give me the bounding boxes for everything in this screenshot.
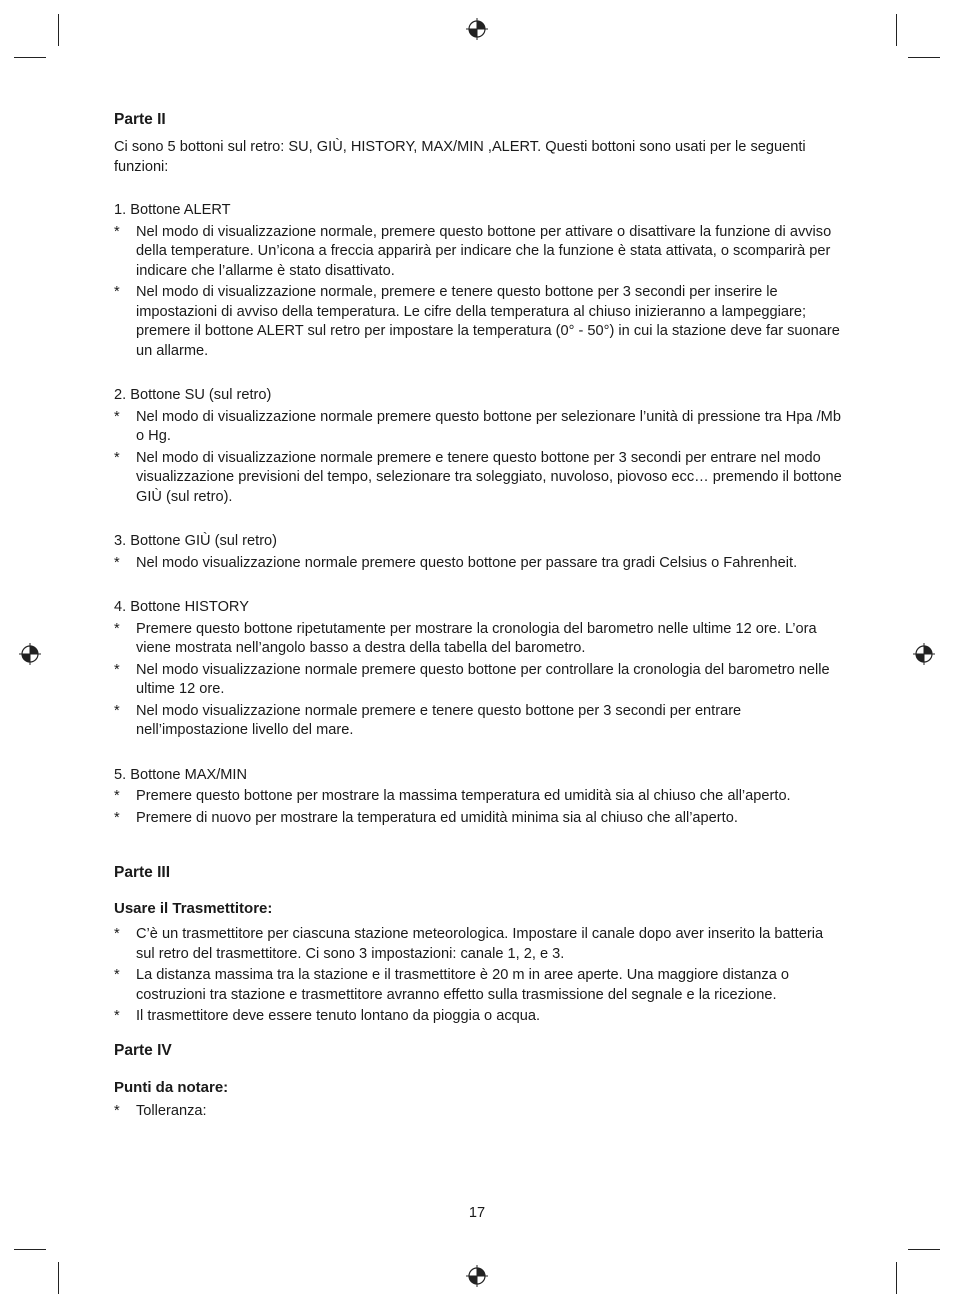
bullet-star: * <box>114 702 120 719</box>
item-heading: 5. Bottone MAX/MIN <box>114 766 248 783</box>
bullet-star: * <box>114 620 120 637</box>
bullet-star: * <box>114 809 120 826</box>
list-item <box>114 702 844 741</box>
bullet-list <box>114 925 844 1027</box>
button-item <box>114 386 844 507</box>
bullet-star: * <box>114 661 120 678</box>
list-item <box>114 620 844 659</box>
bullet-text: Nel modo visualizzazione normale premere e tenere questo bottone per 3 secondi per entrare nell’impostazione livello del mare. <box>136 702 742 738</box>
bullet-list <box>114 1102 844 1122</box>
item-heading: 2. Bottone SU (sul retro) <box>114 387 272 403</box>
bullet-text: Premere questo bottone ripetutamente per mostrare la cronologia del barometro nelle ultime 12 ore. L’ora viene mostrata nell’angolo basso a destra della tabella del barometro. <box>136 620 817 656</box>
bullet-text: Nel modo di visualizzazione normale premere questo bottone per selezionare l’unità di pressione tra Hpa /Mb o Hg. <box>136 408 841 444</box>
list-item <box>114 408 844 447</box>
crop-mark <box>58 14 59 46</box>
bullet-star: * <box>114 1102 120 1119</box>
button-item <box>114 766 844 829</box>
list-item <box>114 925 844 964</box>
list-item <box>114 283 844 361</box>
bullet-star: * <box>114 449 120 466</box>
bullet-star: * <box>114 926 120 942</box>
registration-mark-icon <box>466 18 488 40</box>
bullet-text: Premere di nuovo per mostrare la temperatura ed umidità minima sia al chiuso che all’aperto. <box>136 809 738 826</box>
list-item <box>114 554 844 574</box>
list-item <box>114 966 844 1005</box>
bullet-text: Nel modo visualizzazione normale premere questo bottone per passare tra gradi Celsius o Fahrenheit. <box>136 554 798 571</box>
section-title: Parte III <box>114 864 170 881</box>
crop-mark <box>908 57 940 58</box>
bullet-text: Nel modo di visualizzazione normale, premere e tenere questo bottone per 3 secondi per inserire le impostazioni di avviso della temperatura. Le cifre della temperatura al chiuso inizieranno a lampeggiare; premere il bottone ALERT sul retro per impostare la temperatura (0° - 50°) in cui la stazione deve far suonare un allarme. <box>136 284 840 359</box>
bullet-text: La distanza massima tra la stazione e il trasmettitore è 20 m in aree aperte. Una maggiore distanza o costruzioni tra stazione e trasmettitore avranno effetto sulla trasmissione del segnale e la ricezione. <box>136 967 789 1003</box>
bullet-list <box>114 787 844 828</box>
bullet-text: Nel modo visualizzazione normale premere questo bottone per controllare la cronologia del barometro nelle ultime 12 ore. <box>136 661 830 697</box>
bullet-list <box>114 408 844 508</box>
bullet-star: * <box>114 408 120 425</box>
registration-mark-icon <box>19 643 41 665</box>
list-item <box>114 661 844 700</box>
page-number: 17 <box>468 1205 486 1221</box>
list-item <box>114 223 844 282</box>
bullet-list <box>114 223 844 362</box>
bullet-text: Premere questo bottone per mostrare la massima temperatura ed umidità sia al chiuso che all’aperto. <box>136 788 791 804</box>
bullet-star: * <box>114 284 120 300</box>
bullet-star: * <box>114 967 120 983</box>
bullet-text: Nel modo di visualizzazione normale premere e tenere questo bottone per 3 secondi per entrare nel modo visualizzazione previsioni del tempo, selezionare tra soleggiato, nuvoloso, piovoso ecc… premendo il bottone GIÙ (sul retro). <box>136 449 842 505</box>
button-item <box>114 201 844 361</box>
crop-mark <box>58 1262 59 1294</box>
list-item <box>114 1102 844 1122</box>
item-heading: 3. Bottone GIÙ (sul retro) <box>114 533 278 549</box>
section-title: Parte II <box>114 111 166 128</box>
registration-mark-icon <box>466 1265 488 1287</box>
bullet-text: Nel modo di visualizzazione normale, premere questo bottone per attivare o disattivare la funzione di avviso della temperature. Un’icona a freccia apparirà per indicare che la funzione è stata attivata, o scomparirà per indicare che l’allarme è stato disattivato. <box>136 223 832 279</box>
registration-mark-icon <box>913 643 935 665</box>
list-item <box>114 809 844 829</box>
page-content <box>114 110 844 1121</box>
bullet-text: Il trasmettitore deve essere tenuto lontano da pioggia o acqua. <box>136 1008 541 1024</box>
bullet-star: * <box>114 554 120 571</box>
section-subtitle: Usare il Trasmettitore: <box>114 900 273 917</box>
intro-paragraph: Ci sono 5 bottoni sul retro: SU, GIÙ, HISTORY, MAX/MIN ,ALERT. Questi bottoni sono usati per le seguenti funzioni: <box>114 139 806 175</box>
crop-mark <box>14 57 46 58</box>
section-title: Parte IV <box>114 1041 172 1059</box>
crop-mark <box>896 14 897 46</box>
section-subtitle: Punti da notare: <box>114 1078 229 1096</box>
crop-mark <box>896 1262 897 1294</box>
list-item <box>114 1007 844 1027</box>
list-item <box>114 787 844 807</box>
bullet-list <box>114 620 844 741</box>
button-item <box>114 532 844 573</box>
item-heading: 1. Bottone ALERT <box>114 202 231 218</box>
bullet-star: * <box>114 223 120 240</box>
crop-mark <box>908 1249 940 1250</box>
bullet-text: C’è un trasmettitore per ciascuna stazione meteorologica. Impostare il canale dopo aver inserito la batteria sul retro del trasmettitore. Ci sono 3 impostazioni: canale 1, 2, e 3. <box>136 926 824 962</box>
button-item <box>114 598 844 741</box>
bullet-list <box>114 554 844 574</box>
crop-mark <box>14 1249 46 1250</box>
item-heading: 4. Bottone HISTORY <box>114 599 249 615</box>
bullet-star: * <box>114 788 120 804</box>
list-item <box>114 449 844 508</box>
bullet-text: Tolleranza: <box>136 1102 207 1119</box>
bullet-star: * <box>114 1008 120 1024</box>
